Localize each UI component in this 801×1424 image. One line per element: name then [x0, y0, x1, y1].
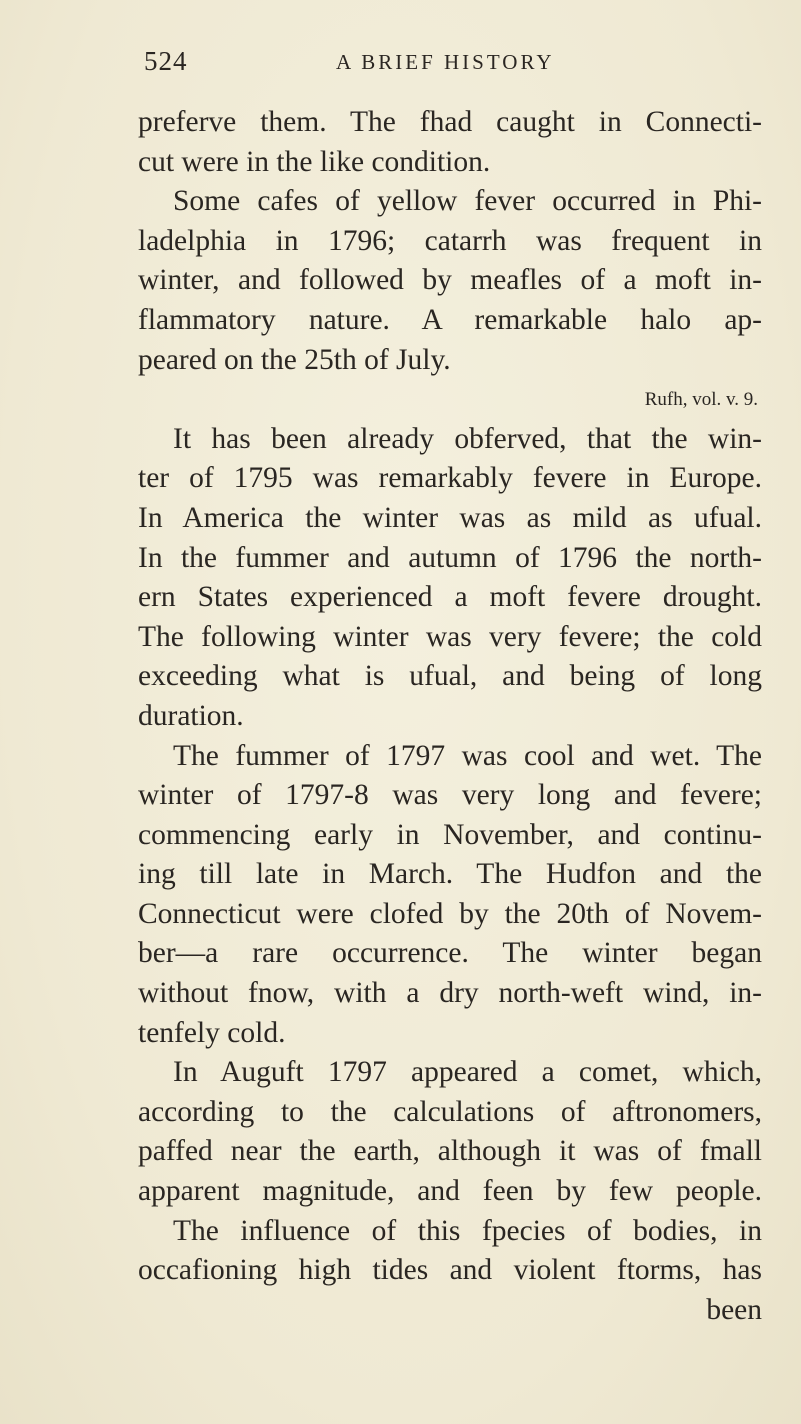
text-line: It has been already obferved, that the win- — [173, 422, 762, 455]
catchword: been — [706, 1293, 762, 1326]
text-line: apparent magnitude, and feen by few people. — [138, 1175, 762, 1208]
page-header — [144, 46, 744, 86]
citation: Rufh, vol. v. 9. — [644, 389, 758, 411]
text-line: In Auguft 1797 appeared a comet, which, — [173, 1056, 762, 1089]
text-line: tenfely cold. — [138, 1016, 286, 1049]
text-line: The fummer of 1797 was cool and wet. The — [173, 739, 762, 772]
text-line: flammatory nature. A remarkable halo ap- — [138, 303, 762, 336]
text-line: winter, and followed by meafles of a moft in- — [138, 264, 762, 297]
text-line: without fnow, with a dry north-weft wind, in- — [138, 977, 762, 1010]
text-line: ing till late in March. The Hudfon and the — [138, 858, 762, 891]
text-line: exceeding what is ufual, and being of long — [138, 660, 762, 693]
text-line: preferve them. The fhad caught in Connecti- — [138, 106, 762, 138]
text-line: The following winter was very fevere; the cold — [138, 620, 762, 653]
text-line: occafioning high tides and violent ftorms, has — [138, 1254, 762, 1287]
text-line: ber—a rare occurrence. The winter began — [138, 937, 762, 970]
text-line: In the fummer and autumn of 1796 the north- — [138, 541, 762, 574]
text-line: paffed near the earth, although it was of fmall — [138, 1135, 762, 1168]
text-line: commencing early in November, and continu- — [138, 818, 762, 851]
text-line: ladelphia in 1796; catarrh was frequent in — [138, 224, 762, 257]
text-line: duration. — [138, 699, 244, 732]
text-line: Connecticut were clofed by the 20th of Novem- — [138, 897, 762, 930]
text-line: In America the winter was as mild as ufual. — [138, 501, 762, 534]
text-line: ter of 1795 was remarkably fevere in Europe. — [138, 462, 762, 495]
running-head: A BRIEF HISTORY — [336, 50, 555, 74]
text-line: The influence of this fpecies of bodies, in — [173, 1214, 762, 1247]
text-line: Some cafes of yellow fever occurred in Phi- — [173, 185, 762, 218]
text-line: ern States experienced a moft fevere drought. — [138, 581, 762, 614]
body-text — [138, 103, 762, 1330]
text-line: cut were in the like condition. — [138, 145, 491, 178]
text-line: winter of 1797-8 was very long and fevere; — [138, 779, 762, 812]
text-line: according to the calculations of aftronomers, — [138, 1095, 762, 1128]
page-number: 524 — [144, 46, 188, 76]
text-line: peared on the 25th of July. — [138, 343, 451, 376]
